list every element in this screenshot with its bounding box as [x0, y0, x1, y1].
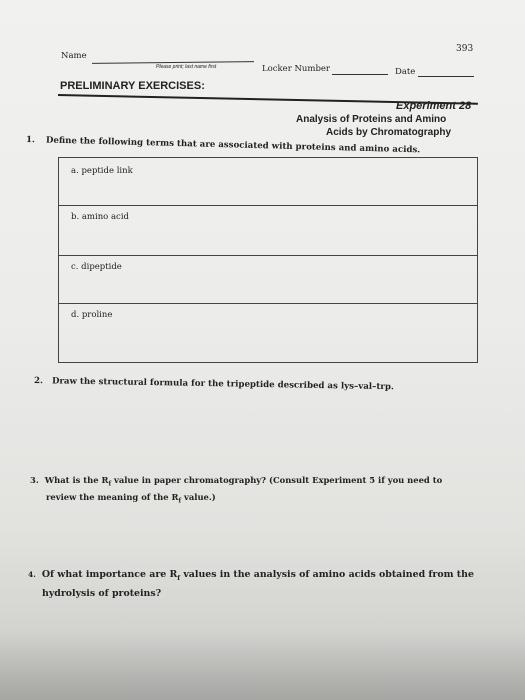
term-dipeptide-label: c. dipeptide [71, 262, 122, 272]
table-row-divider [59, 303, 477, 304]
term-peptide-link-label: a. peptide link [71, 166, 133, 176]
question-2-text: Draw the structural formula for the tripeptide described as lys–val–trp. [51, 376, 394, 393]
question-1 [26, 135, 420, 155]
table-row-divider [59, 255, 477, 256]
page-shadow [0, 630, 525, 700]
question-2-number: 2. [33, 376, 44, 387]
experiment-number: Experiment 28 [396, 100, 472, 112]
table-row-divider [59, 205, 477, 206]
question-3-number: 3. [30, 475, 39, 485]
term-amino-acid-label: b. amino acid [71, 212, 129, 222]
section-title: PRELIMINARY EXERCISES: [60, 80, 205, 92]
definitions-table [58, 157, 478, 363]
question-1-number: 1. [25, 135, 36, 146]
question-4: 4. Of what importance are $R_f$ values in the analysis of amino acids obtained from the hydrolysis of proteins? [28, 569, 474, 599]
locker-number-field-line[interactable] [332, 74, 388, 75]
page-number: 393 [456, 44, 474, 54]
question-3: 3. What is the $R_f$ value in paper chromatography? (Consult Experiment 5 if you need to review the meaning of the $R_f$ value.) [30, 475, 443, 505]
question-1-text: Define the following terms that are associated with proteins and amino acids. [45, 135, 421, 156]
locker-number-label: Locker Number [262, 64, 330, 74]
term-proline-label: d. proline [71, 310, 113, 320]
name-label: Name [61, 51, 87, 61]
name-hint: Please print; last name first [156, 64, 217, 70]
date-field-line[interactable] [418, 76, 474, 77]
question-4-number: 4. [28, 570, 36, 579]
date-label: Date [395, 67, 416, 77]
experiment-title-line2: Acids by Chromatography [326, 127, 452, 138]
question-2 [34, 376, 394, 392]
experiment-title-line1: Analysis of Proteins and Amino [296, 114, 447, 125]
